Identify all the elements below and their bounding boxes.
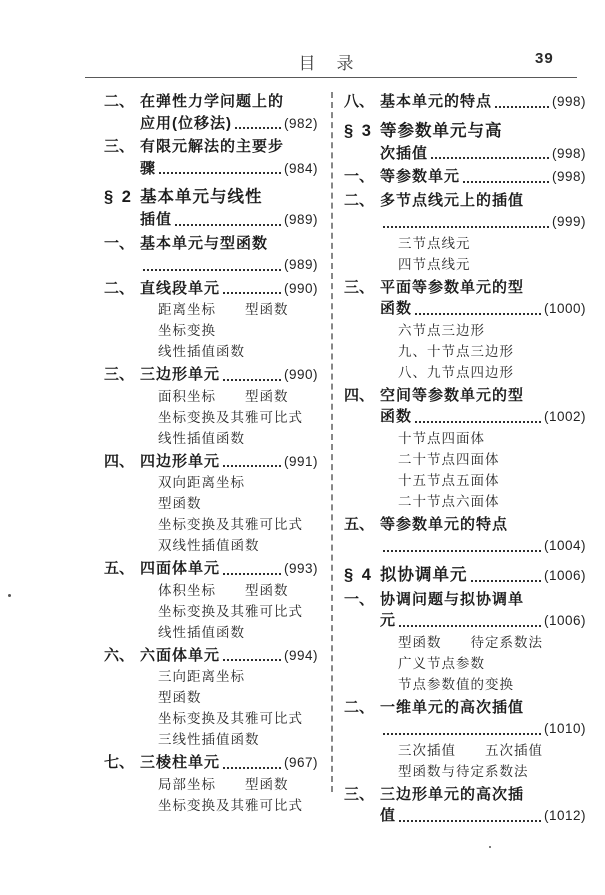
toc-line — [104, 407, 318, 428]
toc-line — [104, 493, 318, 514]
toc-line — [104, 601, 318, 622]
toc-line — [344, 491, 586, 512]
entry-page: (1006) — [543, 613, 586, 628]
toc-line — [344, 784, 586, 806]
toc-line — [344, 718, 586, 740]
toc-line — [104, 687, 318, 708]
entry-text: 型函数 — [158, 690, 202, 705]
toc-line — [344, 470, 586, 491]
toc-line — [344, 190, 586, 212]
toc-line — [104, 472, 318, 493]
entry-text: 局部坐标 型函数 — [158, 776, 289, 792]
toc-line — [104, 158, 318, 180]
toc-line — [104, 535, 318, 556]
entry-page: (990) — [283, 367, 318, 382]
entry-page: (993) — [283, 561, 318, 576]
toc-line — [104, 774, 318, 795]
toc-line — [344, 589, 586, 611]
toc-line — [104, 729, 318, 750]
entry-text: 多节点线元上的插值 — [380, 191, 525, 209]
entry-text: 线性插值函数 — [158, 430, 245, 446]
entry-text: 三棱柱单元 — [140, 754, 221, 771]
entry-label: 一、 — [344, 590, 375, 608]
entry-page: (1002) — [543, 409, 586, 424]
entry-page: (998) — [551, 94, 586, 109]
toc-line — [344, 740, 586, 761]
page-title: 目 录 — [298, 54, 356, 73]
entry-text: 四面体单元 — [140, 560, 221, 577]
entry-text: 体积坐标 型函数 — [158, 582, 289, 598]
entry-text: 四边形单元 — [140, 452, 221, 470]
entry-text: 拟协调单元 — [380, 565, 468, 584]
entry-text: 三边形单元 — [140, 366, 221, 383]
toc-line — [344, 277, 586, 299]
toc-line — [104, 299, 318, 320]
dot-leader — [223, 573, 281, 575]
toc-line — [344, 632, 586, 653]
toc-line — [104, 136, 318, 158]
entry-page: (984) — [283, 160, 318, 176]
entry-text: 次插值 — [380, 144, 429, 162]
entry-text: 坐标变换及其雅可比式 — [158, 603, 303, 619]
entry-label: 二、 — [344, 698, 375, 716]
entry-text: 四节点线元 — [398, 256, 471, 272]
toc-line — [344, 298, 586, 320]
entry-page: (967) — [283, 755, 318, 770]
entry-label: 四、 — [344, 386, 375, 404]
entry-text: 八、九节点四边形 — [398, 364, 514, 380]
dot-leader — [175, 224, 281, 226]
dot-leader — [415, 421, 541, 423]
entry-text: 三节点线元 — [398, 235, 471, 251]
toc-line — [344, 564, 586, 587]
entry-label: 二、 — [104, 279, 135, 297]
dot-leader — [471, 580, 541, 582]
toc-line — [104, 580, 318, 601]
entry-text: 等参数单元的特点 — [380, 515, 509, 533]
toc-line — [344, 535, 586, 557]
entry-text: 一维单元的高次插值 — [380, 698, 525, 716]
toc-line — [344, 406, 586, 428]
entry-text: 三边形单元的高次插 — [380, 785, 525, 803]
entry-text: 应用(位移法) — [140, 114, 232, 132]
entry-text: 九、十节点三边形 — [398, 343, 514, 359]
entry-page: (1006) — [543, 567, 586, 583]
toc-line — [344, 211, 586, 233]
toc-line — [344, 610, 586, 632]
entry-text: 函数 — [380, 408, 413, 425]
entry-text: 基本单元的特点 — [380, 93, 493, 110]
toc-line — [344, 120, 586, 143]
entry-text: 三次插值 五次插值 — [398, 742, 543, 758]
entry-label: § 3 — [344, 121, 373, 140]
dot-leader — [383, 733, 541, 735]
entry-text: 基本单元与型函数 — [140, 234, 269, 252]
entry-page: (994) — [283, 647, 318, 663]
toc-line — [344, 449, 586, 470]
toc-line — [344, 428, 586, 449]
entry-text: 二十节点四面体 — [398, 451, 500, 467]
entry-text: 基本单元与线性 — [140, 188, 263, 206]
entry-text: 面积坐标 型函数 — [158, 388, 289, 404]
entry-label: 一、 — [104, 234, 135, 252]
entry-label: 八、 — [344, 93, 375, 110]
entry-text: 型函数与待定系数法 — [398, 763, 529, 779]
toc-line — [104, 795, 318, 816]
entry-page: (1000) — [543, 301, 586, 316]
dot-leader — [383, 550, 541, 552]
toc-line — [104, 113, 318, 135]
toc-line — [104, 622, 318, 643]
toc-line — [104, 364, 318, 386]
toc-line — [104, 514, 318, 535]
entry-label: 六、 — [104, 646, 135, 664]
toc-line — [344, 91, 586, 113]
dot-leader — [431, 157, 549, 159]
entry-text: 广义节点参数 — [398, 655, 485, 671]
toc-line — [104, 186, 318, 209]
toc-line — [104, 341, 318, 362]
page-number: 39 — [535, 50, 554, 67]
dot-leader — [223, 379, 281, 381]
entry-text: 三向距离坐标 — [158, 669, 245, 684]
entry-text: 六节点三边形 — [398, 322, 485, 338]
toc-line — [104, 666, 318, 687]
toc-line — [104, 386, 318, 407]
toc-line — [344, 233, 586, 254]
entry-text: 元 — [380, 612, 397, 629]
entry-label: 五、 — [104, 560, 135, 577]
dot-leader — [223, 767, 281, 769]
scan-artifact — [489, 846, 491, 848]
entry-label: 七、 — [104, 754, 135, 771]
toc-line — [344, 805, 586, 827]
entry-label: 二、 — [344, 191, 375, 209]
dot-leader — [143, 269, 281, 271]
entry-label: 三、 — [344, 278, 375, 296]
entry-text: 函数 — [380, 300, 413, 317]
toc-line — [344, 385, 586, 407]
column-divider — [331, 92, 333, 792]
entry-text: 十节点四面体 — [398, 430, 485, 446]
toc-line — [344, 761, 586, 782]
toc-line — [344, 341, 586, 362]
toc-line — [104, 278, 318, 300]
entry-label: § 2 — [104, 188, 133, 206]
toc-line — [104, 320, 318, 341]
entry-text: 骤 — [140, 159, 157, 177]
toc-line — [104, 645, 318, 667]
entry-page: (1010) — [543, 721, 586, 736]
toc-line — [104, 233, 318, 255]
entry-text: 型函数 待定系数法 — [398, 634, 543, 650]
entry-text: 等参数单元与高 — [380, 121, 503, 140]
entry-page: (990) — [283, 280, 318, 296]
scan-artifact — [8, 594, 11, 597]
toc-line — [344, 143, 586, 165]
toc-line — [104, 558, 318, 580]
dot-leader — [463, 181, 549, 183]
entry-text: 双线性插值函数 — [158, 538, 260, 553]
entry-text: 六面体单元 — [140, 646, 221, 664]
dot-leader — [399, 820, 541, 822]
entry-text: 在弹性力学问题上的 — [140, 93, 285, 110]
entry-page: (1004) — [543, 538, 586, 553]
entry-page: (998) — [551, 169, 586, 184]
entry-label: 一、 — [344, 168, 375, 185]
entry-text: 有限元解法的主要步 — [140, 138, 285, 155]
entry-page: (998) — [551, 145, 586, 161]
toc-line — [344, 362, 586, 383]
entry-text: 双向距离坐标 — [158, 475, 245, 490]
entry-text: 坐标变换及其雅可比式 — [158, 409, 303, 425]
dot-leader — [235, 127, 281, 129]
toc-line — [344, 653, 586, 674]
entry-text: 距离坐标 型函数 — [158, 302, 289, 317]
toc-line — [344, 674, 586, 695]
entry-text: 坐标变换及其雅可比式 — [158, 711, 303, 726]
entry-page: (989) — [283, 257, 318, 272]
dot-leader — [223, 465, 281, 467]
toc-line — [344, 320, 586, 341]
entry-text: 坐标变换及其雅可比式 — [158, 797, 303, 813]
toc-line — [104, 91, 318, 113]
toc-line — [344, 166, 586, 188]
toc-column-left — [104, 89, 318, 816]
entry-text: 线性插值函数 — [158, 624, 245, 640]
toc-line — [344, 514, 586, 536]
entry-page: (989) — [283, 212, 318, 227]
entry-text: 二十节点六面体 — [398, 493, 500, 509]
dot-leader — [223, 659, 281, 661]
entry-text: 插值 — [140, 211, 173, 228]
entry-text: 线性插值函数 — [158, 344, 245, 359]
entry-label: 二、 — [104, 93, 135, 110]
toc-line — [104, 254, 318, 276]
toc-line — [104, 752, 318, 774]
entry-text: 型函数 — [158, 496, 202, 511]
entry-text: 值 — [380, 807, 397, 824]
entry-text: 坐标变换及其雅可比式 — [158, 517, 303, 532]
entry-page: (999) — [551, 214, 586, 229]
dot-leader — [415, 313, 541, 315]
dot-leader — [383, 226, 549, 228]
entry-label: 五、 — [344, 515, 375, 533]
entry-label: 三、 — [104, 138, 135, 155]
entry-text: 节点参数值的变换 — [398, 676, 514, 692]
entry-label: 三、 — [344, 785, 375, 803]
entry-label: 三、 — [104, 366, 135, 383]
toc-line — [104, 451, 318, 473]
dot-leader — [159, 172, 281, 174]
toc-line — [344, 254, 586, 275]
entry-label: § 4 — [344, 565, 373, 584]
toc-line — [104, 428, 318, 449]
entry-text: 坐标变换 — [158, 323, 216, 338]
entry-text: 协调问题与拟协调单 — [380, 590, 525, 608]
entry-text: 等参数单元 — [380, 168, 461, 185]
toc-line — [104, 209, 318, 231]
entry-page: (982) — [283, 115, 318, 131]
dot-leader — [399, 625, 541, 627]
dot-leader — [495, 106, 549, 108]
entry-text: 十五节点五面体 — [398, 472, 500, 488]
entry-text: 空间等参数单元的型 — [380, 386, 525, 404]
toc-line — [104, 708, 318, 729]
entry-text: 三线性插值函数 — [158, 732, 260, 747]
entry-page: (1012) — [543, 808, 586, 823]
entry-text: 平面等参数单元的型 — [380, 278, 525, 296]
entry-text: 直线段单元 — [140, 279, 221, 297]
header-rule — [85, 77, 577, 78]
entry-page: (991) — [283, 453, 318, 469]
toc-column-right — [344, 89, 586, 827]
entry-label: 四、 — [104, 452, 135, 470]
dot-leader — [223, 292, 281, 294]
toc-line — [344, 697, 586, 719]
